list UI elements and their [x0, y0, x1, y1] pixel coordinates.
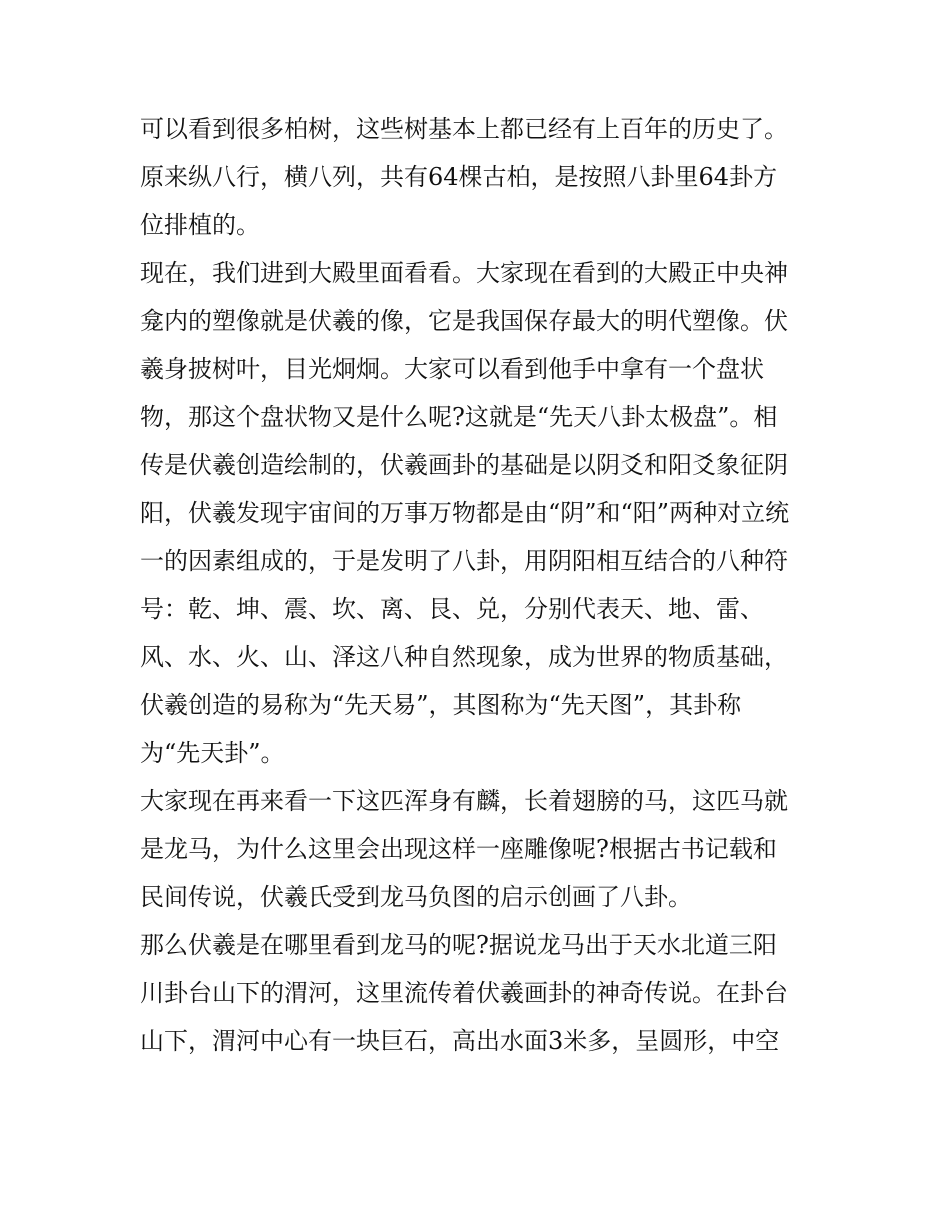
text-line-20: 山下，渭河中心有一块巨石，高出水面3米多，呈圆形，中空	[140, 1027, 780, 1055]
text-line-8: 传是伏羲创造绘制的，伏羲画卦的基础是以阴爻和阳爻象征阴	[140, 451, 788, 479]
text-line-11: 号：乾、坤、震、坎、离、艮、兑，分别代表天、地、雷、	[140, 595, 764, 623]
text-line-19: 川卦台山下的渭河，这里流传着伏羲画卦的神奇传说。在卦台	[140, 979, 788, 1007]
text-line-6: 羲身披树叶，目光炯炯。大家可以看到他手中拿有一个盘状	[140, 355, 764, 383]
text-line-10: 一的因素组成的，于是发明了八卦，用阴阳相互结合的八种符	[140, 547, 788, 575]
text-line-16: 是龙马，为什么这里会出现这样一座雕像呢?根据古书记载和	[140, 835, 777, 863]
body-text	[140, 105, 830, 1065]
text-line-1: 可以看到很多柏树，这些树基本上都已经有上百年的历史了。	[140, 115, 788, 143]
text-line-15: 大家现在再来看一下这匹浑身有麟，长着翅膀的马，这匹马就	[140, 787, 788, 815]
text-line-5: 龛内的塑像就是伏羲的像，它是我国保存最大的明代塑像。伏	[140, 307, 788, 335]
text-line-12: 风、水、火、山、泽这八种自然现象，成为世界的物质基础，	[140, 643, 788, 671]
text-line-18: 那么伏羲是在哪里看到龙马的呢?据说龙马出于天水北道三阳	[140, 931, 777, 959]
text-line-2: 原来纵八行，横八列，共有64棵古柏，是按照八卦里64卦方	[140, 163, 778, 191]
text-line-3: 位排植的。	[140, 211, 260, 239]
text-line-17: 民间传说，伏羲氏受到龙马负图的启示创画了八卦。	[140, 883, 692, 911]
text-line-13: 伏羲创造的易称为“先天易”，其图称为“先天图”，其卦称	[140, 691, 742, 719]
text-line-9: 阳，伏羲发现宇宙间的万事万物都是由“阴”和“阳”两种对立统	[140, 499, 790, 527]
text-line-14: 为“先天卦”。	[140, 739, 285, 767]
text-line-7: 物，那这个盘状物又是什么呢?这就是“先天八卦太极盘”。相	[140, 403, 778, 431]
text-line-4: 现在，我们进到大殿里面看看。大家现在看到的大殿正中央神	[140, 259, 788, 287]
